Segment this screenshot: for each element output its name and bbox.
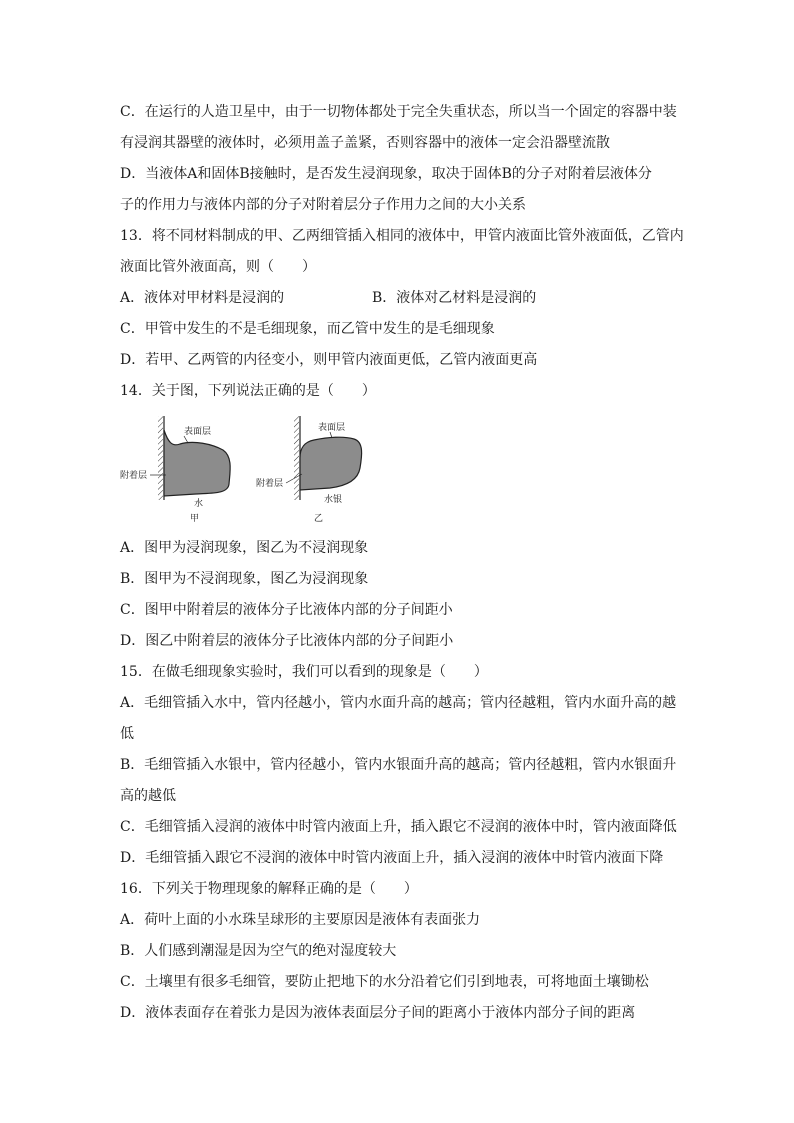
question-13-option-d: D．若甲、乙两管的内径变小，则甲管内液面更低，乙管内液面更高 bbox=[120, 352, 538, 368]
wetting-diagram bbox=[120, 414, 380, 529]
option-13c-part1: C．在运行的人造卫星中，由于一切物体都处于完全失重状态，所以当一个固定的容器中装 bbox=[120, 104, 677, 120]
question-15-option-d: D．毛细管插入跟它不浸润的液体中时管内液面上升，插入浸润的液体中时管内液面下降 bbox=[120, 850, 664, 866]
wetting-figure bbox=[120, 414, 380, 529]
question-15-option-a-part2: 低 bbox=[120, 726, 134, 742]
left-surface-pointer bbox=[184, 436, 188, 443]
question-13-option-c: C．甲管中发生的不是毛细现象，而乙管中发生的是毛细现象 bbox=[120, 321, 495, 337]
question-13-stem-part2: 液面比管外液面高，则（ ） bbox=[120, 259, 316, 275]
question-14-option-a: A．图甲为浸润现象，图乙为不浸润现象 bbox=[120, 540, 369, 556]
question-16-option-d: D．液体表面存在着张力是因为液体表面层分子间的距离小于液体内部分子间的距离 bbox=[120, 1005, 636, 1021]
question-13-stem-part1: 13．将不同材料制成的甲、乙两细管插入相同的液体中，甲管内液面比管外液面低，乙管内 bbox=[120, 228, 684, 244]
right-adhesion-label: 附着层 bbox=[256, 479, 284, 489]
figure-left bbox=[120, 416, 230, 524]
mercury-body bbox=[300, 437, 362, 490]
right-wall-hatch bbox=[294, 416, 299, 500]
question-16-option-c: C．土壤里有很多毛细管，要防止把地下的水分沿着它们引到地表，可将地面土壤锄松 bbox=[120, 974, 649, 990]
option-13d-part1: D．当液体A和固体B接触时，是否发生浸润现象，取决于固体B的分子对附着层液体分 bbox=[120, 166, 652, 182]
question-14-option-d: D．图乙中附着层的液体分子比液体内部的分子间距小 bbox=[120, 633, 454, 649]
left-caption: 甲 bbox=[190, 514, 200, 524]
figure-right bbox=[256, 416, 362, 524]
water-body bbox=[164, 430, 230, 496]
question-14-option-c: C．图甲中附着层的液体分子比液体内部的分子间距小 bbox=[120, 602, 453, 618]
left-wall-hatch bbox=[158, 416, 163, 500]
right-surface-label: 表面层 bbox=[318, 423, 346, 433]
question-15-option-b-part1: B．毛细管插入水银中，管内径越小，管内水银面升高的越高；管内径越粗，管内水银面升 bbox=[120, 757, 677, 773]
question-15-option-a-part1: A．毛细管插入水中，管内径越小，管内水面升高的越高；管内径越粗，管内水面升高的越 bbox=[120, 695, 677, 711]
right-caption: 乙 bbox=[314, 514, 324, 524]
mercury-label: 水银 bbox=[324, 495, 343, 505]
water-label: 水 bbox=[194, 499, 204, 509]
question-16-option-b: B．人们感到潮湿是因为空气的绝对湿度较大 bbox=[120, 943, 397, 959]
question-15-option-b-part2: 高的越低 bbox=[120, 788, 176, 804]
option-13d-part2: 子的作用力与液体内部的分子对附着层分子作用力之间的大小关系 bbox=[120, 197, 526, 213]
question-16-stem: 16．下列关于物理现象的解释正确的是（ ） bbox=[120, 881, 418, 897]
left-adhesion-label: 附着层 bbox=[120, 471, 148, 481]
question-16-option-a: A．荷叶上面的小水珠呈球形的主要原因是液体有表面张力 bbox=[120, 912, 481, 928]
option-13c-part2: 有浸润其器壁的液体时，必须用盖子盖紧，否则容器中的液体一定会沿器壁流散 bbox=[120, 135, 610, 151]
question-13-option-b: B．液体对乙材料是浸润的 bbox=[372, 290, 537, 306]
left-surface-label: 表面层 bbox=[184, 427, 212, 437]
question-14-option-b: B．图甲为不浸润现象，图乙为浸润现象 bbox=[120, 571, 369, 587]
question-14-stem: 14．关于图，下列说法正确的是（ ） bbox=[120, 383, 376, 399]
question-13-option-a: A．液体对甲材料是浸润的 bbox=[120, 290, 285, 306]
question-15-stem: 15．在做毛细现象实验时，我们可以看到的现象是（ ） bbox=[120, 664, 488, 680]
question-15-option-c: C．毛细管插入浸润的液体中时管内液面上升，插入跟它不浸润的液体中时，管内液面降低 bbox=[120, 819, 677, 835]
